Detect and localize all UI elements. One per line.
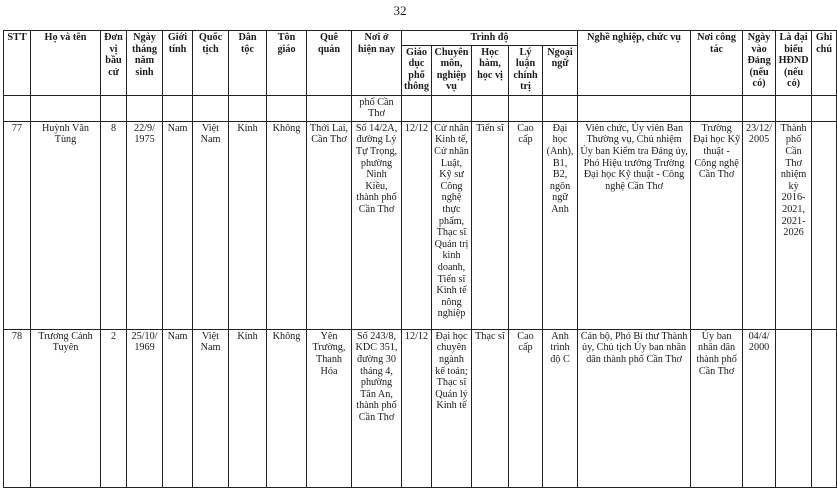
- cell-residence: Số 243/8, KDC 351, đường 30 tháng 4, phường Tân An, thành phố Cần Thơ: [352, 329, 402, 487]
- cell-gender: Nam: [163, 121, 193, 329]
- cell-religion: Không: [267, 329, 307, 487]
- header-unit: Đơn vị bầu cử: [101, 31, 127, 96]
- cell-dob: 22/9/ 1975: [127, 121, 163, 329]
- cell-name: Huỳnh Văn Tùng: [31, 121, 101, 329]
- header-name: Họ và tên: [31, 31, 101, 96]
- cell-ethnicity: Kinh: [229, 329, 267, 487]
- table-row: [4, 121, 837, 329]
- cell-general-education: 12/12: [402, 329, 432, 487]
- header-hdnd-delegate: Là đại biểu HĐND (nếu có): [776, 31, 812, 96]
- cell-specialty: Cử nhân Kinh tế, Cử nhân Luật, Kỹ sư Công nghệ thực phẩm, Thạc sĩ Quản trị kinh doanh, Tiến sĩ Kinh tế nông nghiệp: [432, 121, 472, 329]
- cell-foreign-language: Anh trình độ C: [543, 329, 578, 487]
- cell-stt: 78: [4, 329, 31, 487]
- cell-unit: 2: [101, 329, 127, 487]
- header-workplace: Nơi công tác: [691, 31, 743, 96]
- cell-hometown: Thới Lai, Cần Thơ: [307, 121, 352, 329]
- header-residence: Nơi ở hiện nay: [352, 31, 402, 96]
- cell-occupation: Viên chức, Ủy viên Ban Thường vụ, Chủ nhiệm Ủy ban Kiểm tra Đảng ủy, Phó Hiệu trưởng Trường Đại học Kỹ thuật - Công nghệ Cần Thơ: [578, 121, 691, 329]
- header-nationality: Quốc tịch: [193, 31, 229, 96]
- continuation-row: [4, 95, 837, 121]
- cell-name: Trương Cảnh Tuyên: [31, 329, 101, 487]
- header-gender: Giới tính: [163, 31, 193, 96]
- cell-gender: Nam: [163, 329, 193, 487]
- cell-political-theory: Cao cấp: [509, 329, 543, 487]
- cell-occupation: Cán bộ, Phó Bí thư Thành ủy, Chủ tịch Ủy ban nhân dân thành phố Cần Thơ: [578, 329, 691, 487]
- page-number: 32: [393, 3, 407, 18]
- candidate-table: [3, 30, 837, 488]
- cell-stt: 77: [4, 121, 31, 329]
- cell-workplace: Ủy ban nhân dân thành phố Cần Thơ: [691, 329, 743, 487]
- header-occupation: Nghề nghiệp, chức vụ: [578, 31, 691, 96]
- cell-degree: Tiến sĩ: [472, 121, 509, 329]
- header-general-education: Giáo dục phổ thông: [402, 45, 432, 95]
- cell-party-date: 23/12/ 2005: [743, 121, 776, 329]
- header-stt: STT: [4, 31, 31, 96]
- cell-note: [812, 121, 837, 329]
- header-foreign-language: Ngoại ngữ: [543, 45, 578, 95]
- cell-party-date: 04/4/ 2000: [743, 329, 776, 487]
- header-note: Ghi chú: [812, 31, 837, 96]
- cell-political-theory: Cao cấp: [509, 121, 543, 329]
- header-religion: Tôn giáo: [267, 31, 307, 96]
- header-level-group: Trình độ: [402, 31, 578, 46]
- residence-continuation: phố Cần Thơ: [352, 95, 402, 121]
- cell-ethnicity: Kinh: [229, 121, 267, 329]
- header-hometown: Quê quán: [307, 31, 352, 96]
- cell-nationality: Việt Nam: [193, 121, 229, 329]
- header-degree: Học hàm, học vị: [472, 45, 509, 95]
- cell-specialty: Đại học chuyên ngành kế toán; Thạc sĩ Quản lý Kinh tế: [432, 329, 472, 487]
- table-row: [4, 329, 837, 487]
- cell-note: [812, 329, 837, 487]
- cell-degree: Thạc sĩ: [472, 329, 509, 487]
- cell-hdnd-delegate: [776, 329, 812, 487]
- header-party-date: Ngày vào Đảng (nếu có): [743, 31, 776, 96]
- cell-dob: 25/10/ 1969: [127, 329, 163, 487]
- header-dob: Ngày tháng năm sinh: [127, 31, 163, 96]
- cell-unit: 8: [101, 121, 127, 329]
- cell-hdnd-delegate: Thành phố Cần Thơ nhiệm kỳ 2016-2021, 2021-2026: [776, 121, 812, 329]
- cell-residence: Số 14/2A, đường Lý Tự Trọng, phường Ninh Kiều, thành phố Cần Thơ: [352, 121, 402, 329]
- cell-nationality: Việt Nam: [193, 329, 229, 487]
- header-ethnicity: Dân tộc: [229, 31, 267, 96]
- header-political-theory: Lý luận chính trị: [509, 45, 543, 95]
- header-specialty: Chuyên môn, nghiệp vụ: [432, 45, 472, 95]
- cell-foreign-language: Đại học (Anh), B1, B2, ngôn ngữ Anh: [543, 121, 578, 329]
- cell-religion: Không: [267, 121, 307, 329]
- cell-general-education: 12/12: [402, 121, 432, 329]
- cell-hometown: Yên Trường, Thanh Hóa: [307, 329, 352, 487]
- cell-workplace: Trường Đại học Kỹ thuật - Công nghệ Cần Thơ: [691, 121, 743, 329]
